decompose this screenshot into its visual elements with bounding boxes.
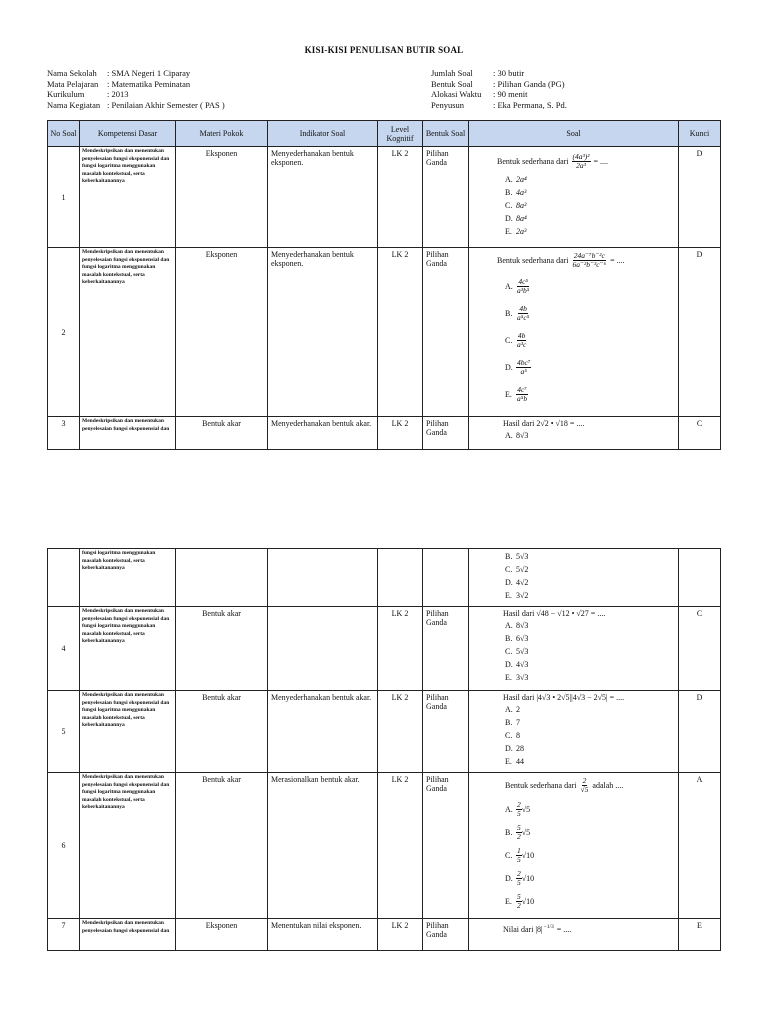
fraction-numerator: 2: [517, 869, 521, 878]
bentuk-soal: Pilihan Ganda: [423, 773, 469, 919]
level-empty: [378, 549, 423, 607]
level-kognitif: LK 2: [378, 773, 423, 919]
option: [505, 199, 672, 212]
indikator-empty: [268, 549, 378, 607]
answer-key: E: [679, 919, 721, 951]
option-letter: C.: [505, 730, 513, 740]
fraction-denominator: 2: [517, 901, 521, 910]
stem-text: Bentuk sederhana dari: [497, 156, 569, 166]
materi-pokok: Eksponen: [176, 147, 268, 248]
fraction-numerator: 5: [517, 823, 521, 832]
options: [505, 273, 672, 408]
question-stem: [503, 609, 672, 619]
option-letter: E.: [505, 896, 512, 906]
soal-cell: [469, 549, 679, 607]
col-header-materi: Materi Pokok: [176, 121, 268, 147]
fraction-denominator: 5: [517, 809, 521, 818]
option-text: 28: [516, 743, 524, 753]
option-letter: E.: [505, 590, 512, 600]
materi-pokok: Eksponen: [176, 248, 268, 417]
option-letter: B.: [505, 717, 513, 727]
level-kognitif: LK 2: [378, 607, 423, 691]
fraction-numerator: 4b: [519, 304, 527, 313]
fraction-denominator: a⁵b: [517, 394, 528, 403]
kunci-empty: [679, 549, 721, 607]
option-text: 4a³: [516, 187, 527, 197]
indikator-soal: Menyederhanakan bentuk akar.: [268, 417, 378, 450]
info-key: Jumlah Soal: [431, 68, 473, 78]
options: [505, 429, 672, 442]
kompetensi-dasar: Mendeskripsikan dan menentukan penyelesaian fungsi eksponensial dan fungsi logaritma menggunakan masalah kontekstual, serta keberkaitanannya: [80, 691, 176, 773]
info-value: : Pilihan Ganda (PG): [493, 78, 565, 89]
stem-fraction: [572, 153, 591, 170]
info-key: Penyusun: [431, 99, 465, 110]
soal-cell: [469, 607, 679, 691]
indikator-soal: Menyederhanakan bentuk akar.: [268, 691, 378, 773]
option-text: 8a⁴: [516, 213, 527, 223]
option-text: 6√3: [516, 633, 529, 643]
option: [505, 890, 672, 913]
option: [505, 186, 672, 199]
option-radical: √10: [521, 850, 535, 860]
level-kognitif: LK 2: [378, 691, 423, 773]
soal-cell: [469, 417, 679, 450]
option-letter: A.: [505, 620, 513, 630]
fraction-denominator: a⁵: [520, 367, 527, 376]
option-text: 4√2: [516, 577, 529, 587]
bentuk-soal: Pilihan Ganda: [423, 417, 469, 450]
option: [505, 703, 672, 716]
info-value: : 90 menit: [493, 89, 528, 99]
materi-pokok: Bentuk akar: [176, 417, 268, 450]
option-letter: B.: [505, 187, 513, 197]
materi-pokok: Bentuk akar: [176, 691, 268, 773]
option-text: 8a³: [516, 200, 527, 210]
row-number-empty: [48, 549, 80, 607]
info-key: Nama Sekolah: [47, 68, 97, 78]
materi-pokok: Bentuk akar: [176, 607, 268, 691]
info-row: [431, 100, 567, 111]
fraction-numerator: 4c⁷: [517, 385, 527, 394]
indikator-soal: Menentukan nilai eksponen.: [268, 919, 378, 951]
stem-tail: = ....: [556, 925, 572, 934]
option-letter: C.: [505, 564, 513, 574]
bentuk-soal: Pilihan Ganda: [423, 607, 469, 691]
info-left: [47, 68, 225, 110]
stem-exponent: −1/3: [543, 924, 554, 930]
option: [505, 327, 672, 354]
option-radical: √10: [521, 873, 535, 883]
option-letter: A.: [505, 804, 513, 814]
bentuk-empty: [423, 549, 469, 607]
col-header-bentuk: Bentuk Soal: [423, 121, 469, 147]
option-text: 2a³: [516, 226, 527, 236]
info-key: Alokasi Waktu: [431, 89, 482, 99]
row-number: 1: [48, 147, 80, 248]
info-value: : Penilaian Akhir Semester ( PAS ): [107, 99, 225, 110]
option: [505, 173, 672, 186]
option-letter: D.: [505, 577, 513, 587]
stem-tail: adalah ....: [592, 780, 624, 790]
option-letter: D.: [505, 362, 513, 372]
fraction-denominator: 2a³: [576, 161, 586, 170]
kisi-table-page-1: [47, 120, 721, 450]
fraction-denominator: √5: [580, 785, 589, 794]
materi-pokok: Eksponen: [176, 919, 268, 951]
option-radical: √5: [521, 827, 531, 837]
option-radical: √5: [521, 804, 531, 814]
option-letter: B.: [505, 551, 513, 561]
option: [505, 632, 672, 645]
option-fraction: [516, 305, 530, 322]
option-letter: E.: [505, 756, 512, 766]
info-key: Kurikulum: [47, 89, 85, 99]
option-radical: √10: [521, 896, 535, 906]
option-letter: E.: [505, 389, 512, 399]
question-stem: [503, 693, 672, 703]
fraction-numerator: 1: [517, 846, 521, 855]
option-letter: D.: [505, 659, 513, 669]
option: [505, 671, 672, 684]
option: [505, 576, 672, 589]
answer-key: D: [679, 248, 721, 417]
option-text: 4√3: [516, 659, 529, 669]
row-number: 5: [48, 691, 80, 773]
soal-cell: [469, 919, 679, 951]
option-fraction: [516, 332, 527, 349]
indikator-soal: Merasionalkan bentuk akar.: [268, 773, 378, 919]
question-stem: [497, 252, 672, 269]
option: [505, 716, 672, 729]
option-letter: C.: [505, 200, 513, 210]
option: [505, 755, 672, 768]
table-row: [48, 919, 721, 951]
answer-key: D: [679, 147, 721, 248]
level-kognitif: LK 2: [378, 248, 423, 417]
kompetensi-dasar: Mendeskripsikan dan menentukan penyelesaian fungsi eksponensial dan fungsi logaritma menggunakan masalah kontekstual, serta keberkaitanannya: [80, 147, 176, 248]
fraction-denominator: 5: [517, 855, 521, 864]
answer-key: A: [679, 773, 721, 919]
fraction-numerator: 4c⁵: [518, 277, 529, 286]
option: [505, 645, 672, 658]
stem-tail: = ....: [593, 156, 609, 166]
bentuk-soal: Pilihan Ganda: [423, 147, 469, 248]
option-text: 5√2: [516, 564, 529, 574]
info-row: [47, 89, 225, 100]
options: [505, 703, 672, 768]
option-letter: A.: [505, 430, 513, 440]
level-kognitif: LK 2: [378, 919, 423, 951]
option-letter: E.: [505, 672, 512, 682]
stem-text: Bentuk sederhana dari: [505, 780, 577, 790]
option-letter: B.: [505, 308, 513, 318]
info-row: [47, 100, 225, 111]
option-text: 8√3: [516, 620, 529, 630]
question-stem: [503, 925, 672, 935]
stem-text: Hasil dari |4√3 • 2√5||4√3 − 2√5| = ....: [503, 693, 625, 702]
option: [505, 867, 672, 890]
info-row: [47, 79, 225, 90]
kompetensi-dasar: Mendeskripsikan dan menentukan penyelesaian fungsi eksponensial dan fungsi logaritma menggunakan masalah kontekstual, serta keberkaitanannya: [80, 773, 176, 919]
answer-key: C: [679, 417, 721, 450]
option-letter: D.: [505, 213, 513, 223]
info-value: : SMA Negeri 1 Ciparay: [107, 68, 191, 78]
fraction-denominator: a³c: [517, 340, 527, 349]
option-text: 7: [516, 717, 520, 727]
stem-text: Hasil dari 2√2 • √18 = ....: [503, 419, 585, 428]
table-row: [48, 417, 721, 450]
soal-cell: [469, 691, 679, 773]
fraction-denominator: 5: [517, 878, 521, 887]
kompetensi-dasar: Mendeskripsikan dan menentukan penyelesaian fungsi eksponensial dan fungsi logaritma menggunakan masalah kontekstual, serta keberkaitanannya: [80, 607, 176, 691]
table-row: [48, 607, 721, 691]
table-row: [48, 248, 721, 417]
option-letter: C.: [505, 646, 513, 656]
options: [505, 619, 672, 684]
option-fraction: [516, 278, 530, 295]
option: [505, 844, 672, 867]
bentuk-soal: Pilihan Ganda: [423, 691, 469, 773]
col-header-no: No Soal: [48, 121, 80, 147]
info-row: [431, 68, 567, 79]
fraction-denominator: a³b⁵: [517, 286, 530, 295]
option: [505, 429, 672, 442]
option-text: 2: [516, 704, 520, 714]
option-text: 5√3: [516, 646, 529, 656]
option: [505, 550, 672, 563]
info-right: [431, 68, 567, 110]
col-header-soal: Soal: [469, 121, 679, 147]
question-stem: [503, 419, 672, 429]
row-number: 6: [48, 773, 80, 919]
row-number: 4: [48, 607, 80, 691]
option-letter: A.: [505, 174, 513, 184]
document-title: KISI-KISI PENULISAN BUTIR SOAL: [304, 45, 464, 55]
option: [505, 563, 672, 576]
fraction-numerator: 24a⁻⁷b⁻²c: [573, 251, 605, 260]
fraction-numerator: 4bc⁷: [517, 358, 531, 367]
option-letter: B.: [505, 827, 513, 837]
col-header-indikator: Indikator Soal: [268, 121, 378, 147]
options: [505, 173, 672, 238]
stem-tail: = ....: [610, 255, 625, 265]
option-letter: D.: [505, 873, 513, 883]
stem-fraction: [580, 777, 590, 794]
col-header-level: Level Kognitif: [378, 121, 423, 147]
option-letter: A.: [505, 281, 513, 291]
fraction-numerator: 5: [517, 892, 521, 901]
info-key: Bentuk Soal: [431, 78, 473, 89]
fraction-numerator: (4a³)²: [572, 152, 590, 161]
kisi-table-page-2: [47, 548, 721, 951]
stem-text: Nilai dari |8|: [503, 925, 543, 934]
row-number: 3: [48, 417, 80, 450]
stem-text: Hasil dari √48 − √12 • √27 = ....: [503, 609, 606, 618]
option: [505, 619, 672, 632]
materi-pokok: Bentuk akar: [176, 773, 268, 919]
answer-key: C: [679, 607, 721, 691]
materi-empty: [176, 549, 268, 607]
col-header-kunci: Kunci: [679, 121, 721, 147]
soal-cell: [469, 147, 679, 248]
info-key: Nama Kegiatan: [47, 99, 101, 110]
option-text: 3√3: [516, 672, 529, 682]
question-stem: [505, 777, 672, 794]
kompetensi-dasar: fungsi logaritma menggunakan masalah kontekstual, serta keberkaitanannya: [80, 549, 176, 607]
option-text: 8√3: [516, 430, 529, 440]
options: [505, 798, 672, 913]
bentuk-soal: Pilihan Ganda: [423, 919, 469, 951]
option: [505, 212, 672, 225]
info-value: : Eka Permana, S. Pd.: [493, 99, 567, 110]
row-number: 2: [48, 248, 80, 417]
option: [505, 225, 672, 238]
question-stem: [497, 153, 672, 170]
option-letter: E.: [505, 226, 512, 236]
info-value: : 30 butir: [493, 68, 525, 78]
fraction-numerator: 2: [517, 800, 521, 809]
option-fraction: [516, 359, 531, 376]
option-letter: C.: [505, 335, 513, 345]
soal-cell: [469, 773, 679, 919]
info-row: [47, 68, 225, 79]
col-header-kd: Kompetensi Dasar: [80, 121, 176, 147]
option: [505, 354, 672, 381]
option-letter: B.: [505, 633, 513, 643]
option: [505, 658, 672, 671]
bentuk-soal: Pilihan Ganda: [423, 248, 469, 417]
table-row: [48, 147, 721, 248]
table-header-row: [48, 121, 721, 147]
options: [505, 550, 672, 602]
table-row-continued: [48, 549, 721, 607]
indikator-soal: Menyederhanakan bentuk eksponen.: [268, 248, 378, 417]
info-key: Mata Pelajaran: [47, 78, 99, 89]
option-letter: D.: [505, 743, 513, 753]
fraction-numerator: 4b: [517, 331, 526, 340]
option-text: 8: [516, 730, 520, 740]
fraction-numerator: 2: [582, 776, 587, 785]
fraction-denominator: 2: [517, 832, 521, 841]
stem-text: Bentuk sederhana dari: [497, 255, 569, 265]
option-text: 44: [516, 756, 524, 766]
option: [505, 589, 672, 602]
level-kognitif: LK 2: [378, 147, 423, 248]
option-text: 3√2: [516, 590, 529, 600]
kompetensi-dasar: Mendeskripsikan dan menentukan penyelesaian fungsi eksponensial dan fungsi logaritma menggunakan masalah kontekstual, serta keberkaitanannya: [80, 248, 176, 417]
option-letter: A.: [505, 704, 513, 714]
table-row: [48, 773, 721, 919]
answer-key: D: [679, 691, 721, 773]
row-number: 7: [48, 919, 80, 951]
fraction-denominator: 6a⁻²b⁻³c⁻⁶: [572, 260, 607, 269]
info-row: [431, 79, 567, 90]
soal-cell: [469, 248, 679, 417]
option-letter: C.: [505, 850, 513, 860]
option: [505, 821, 672, 844]
option: [505, 729, 672, 742]
option: [505, 798, 672, 821]
level-kognitif: LK 2: [378, 417, 423, 450]
fraction-denominator: a⁵c⁵: [517, 313, 530, 322]
option: [505, 300, 672, 327]
indikator-soal: Menyederhanakan bentuk eksponen.: [268, 147, 378, 248]
option: [505, 381, 672, 408]
kompetensi-dasar: Mendeskripsikan dan menentukan penyelesaian fungsi eksponensial dan: [80, 919, 176, 951]
option-text: 5√3: [516, 551, 529, 561]
stem-fraction: [572, 252, 608, 269]
info-value: : Matematika Peminatan: [107, 78, 191, 89]
info-row: [431, 89, 567, 100]
option: [505, 273, 672, 300]
kompetensi-dasar: Mendeskripsikan dan menentukan penyelesaian fungsi eksponensial dan: [80, 417, 176, 450]
option-fraction: [516, 386, 528, 403]
option: [505, 742, 672, 755]
option-text: 2a⁴: [516, 174, 527, 184]
info-value: : 2013: [107, 89, 129, 99]
table-row: [48, 691, 721, 773]
indikator-soal: [268, 607, 378, 691]
